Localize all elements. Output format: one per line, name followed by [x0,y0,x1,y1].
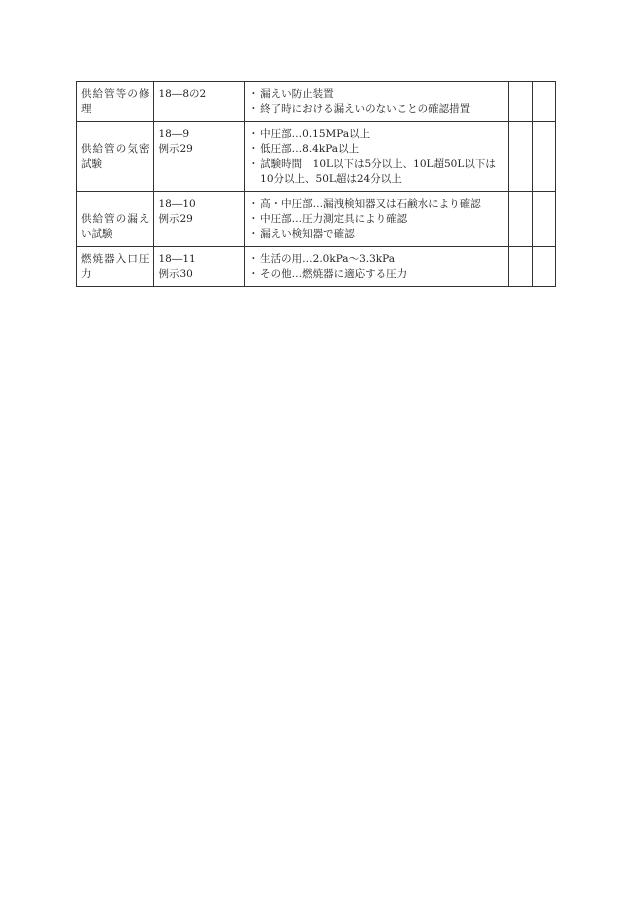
content-cell [245,192,509,247]
reference-cell [154,192,245,247]
reference-line: 例示29 [158,213,193,225]
list-item: ・ 漏えい検知器で確認 [249,227,504,242]
check-cell [509,192,532,247]
reference-line: 例示29 [158,143,193,155]
item-cell: 供給管の気密試験 [77,122,154,192]
reference-line: 18―10 [158,198,196,210]
content-cell [245,247,509,287]
reference-line: 18―9 [158,128,189,140]
check-cell [509,82,532,122]
reference-line: 例示30 [158,268,193,280]
check-cell [532,247,555,287]
table-row [77,192,556,247]
list-item: ・ 試験時間 10L以下は5分以上、10L超50L以下は10分以上、50L超は24分以上 [249,157,504,187]
content-list [249,87,504,117]
check-cell [532,82,555,122]
list-item: ・ 低圧部…8.4kPa以上 [249,142,504,157]
reference-cell [154,247,245,287]
reference-cell [154,122,245,192]
table-row [77,247,556,287]
list-item: ・ 終了時における漏えいのないことの確認措置 [249,102,504,117]
list-item: ・ その他…燃焼器に適応する圧力 [249,267,504,282]
table-row [77,82,556,122]
table-row [77,122,556,192]
content-list [249,127,504,187]
content-cell [245,122,509,192]
check-cell [532,192,555,247]
item-cell: 燃焼器入口圧力 [77,247,154,287]
list-item: ・ 生活の用…2.0kPa～3.3kPa [249,252,504,267]
check-cell [509,122,532,192]
check-cell [532,122,555,192]
reference-line: 18―11 [158,253,196,265]
reference-line: 18―8の2 [158,88,207,100]
list-item: ・ 中圧部…圧力測定具により確認 [249,212,504,227]
reference-cell [154,82,245,122]
check-cell [509,247,532,287]
content-cell [245,82,509,122]
list-item: ・ 高・中圧部…漏洩検知器又は石鹸水により確認 [249,197,504,212]
list-item: ・ 中圧部…0.15MPa以上 [249,127,504,142]
item-cell: 供給管等の修理 [77,82,154,122]
content-list [249,197,504,242]
item-cell: 供給管の漏えい試験 [77,192,154,247]
list-item: ・ 漏えい防止装置 [249,87,504,102]
content-list [249,252,504,282]
inspection-table [76,81,556,287]
